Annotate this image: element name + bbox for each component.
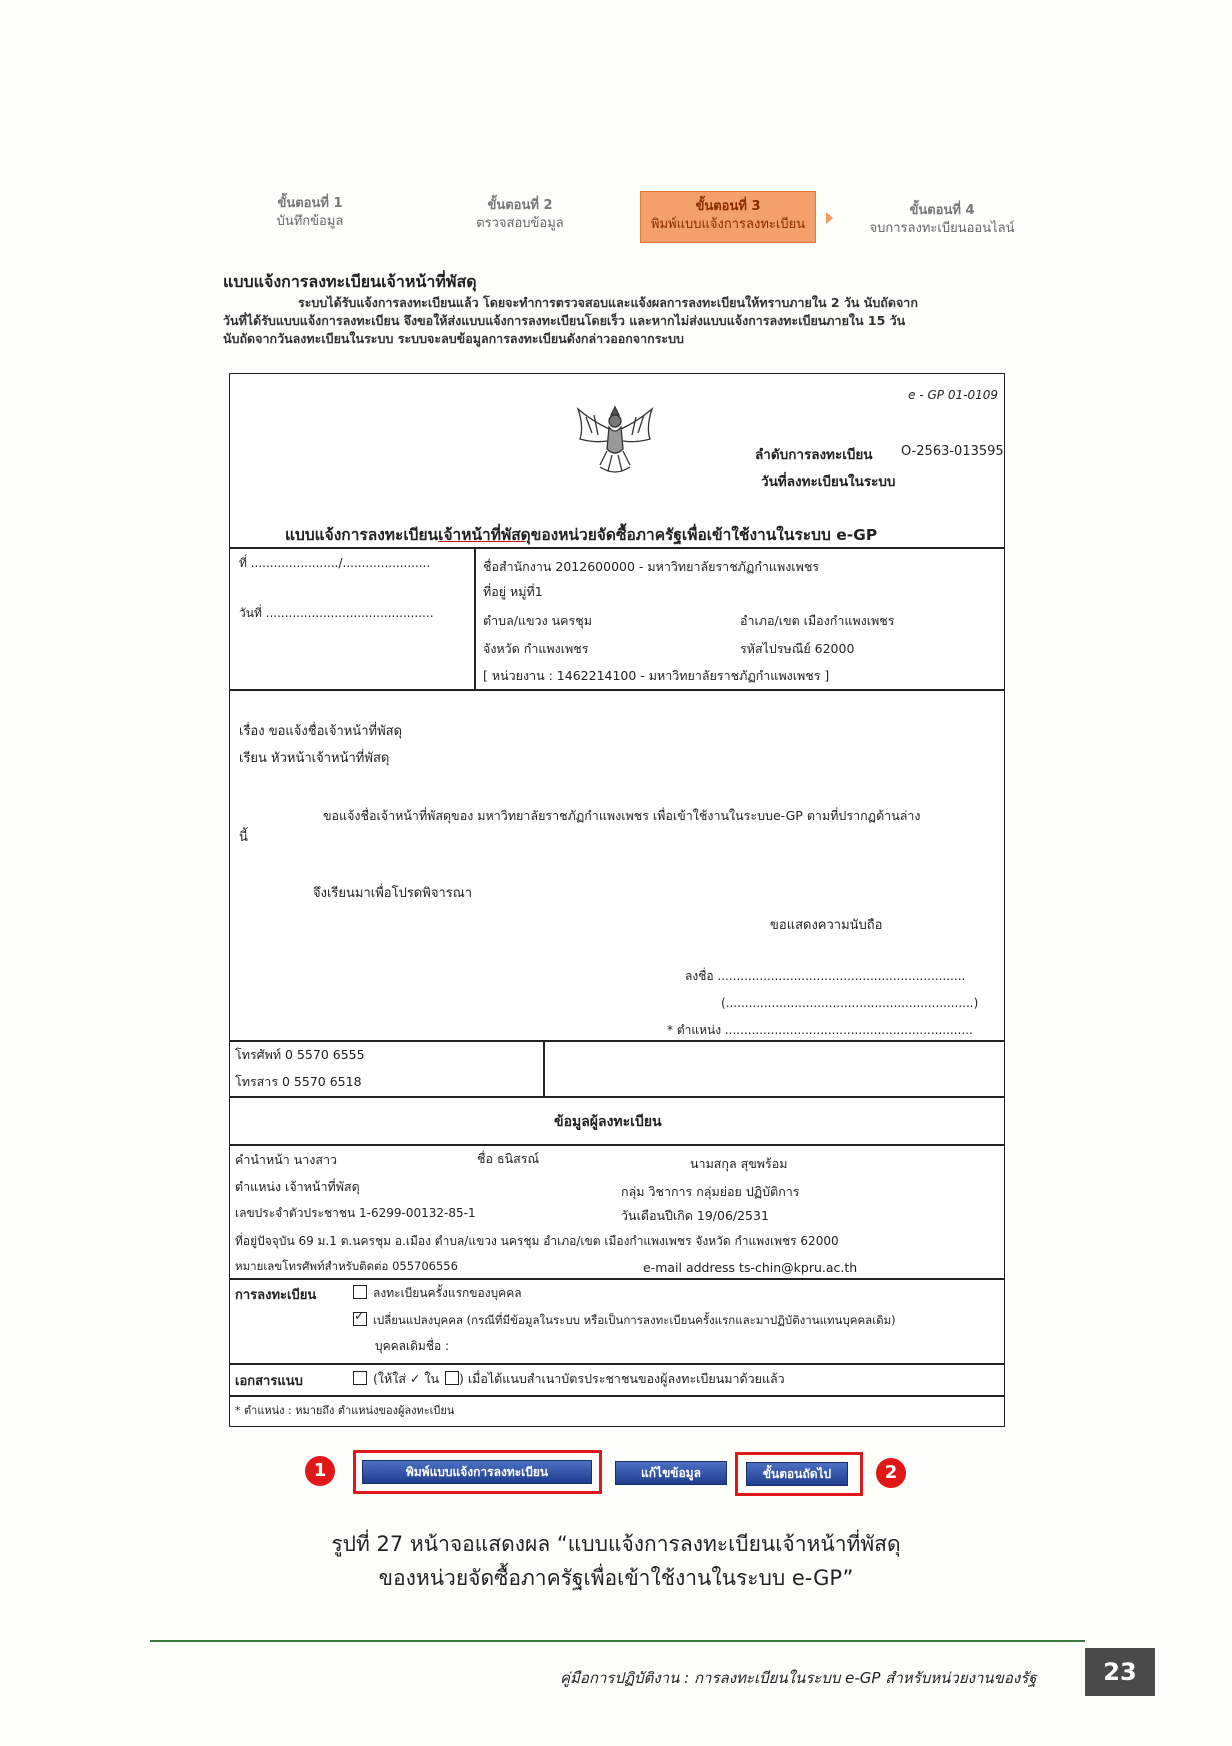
- registrant-email: e-mail address ts-chin@kpru.ac.th: [643, 1260, 858, 1275]
- first-registration-checkbox[interactable]: [353, 1285, 367, 1299]
- garuda-emblem-icon: [570, 399, 660, 479]
- option-1-label: ลงทะเบียนครั้งแรกของบุคคล: [373, 1286, 522, 1300]
- step-2: [455, 197, 585, 233]
- divider: [230, 1040, 1004, 1042]
- marker-1: 1: [305, 1456, 335, 1486]
- office-province: จังหวัด กำแพงเพชร: [483, 641, 589, 656]
- registrant-last-name: นามสกุล สุขพร้อม: [690, 1156, 788, 1171]
- registrant-prefix: คำนำหน้า นางสาว: [235, 1152, 338, 1167]
- step-arrow-icon: [826, 212, 833, 224]
- registrant-position: ตำแหน่ง เจ้าหน้าที่พัสดุ: [235, 1179, 360, 1194]
- figure-caption: [0, 1527, 1232, 1595]
- office-name: ชื่อสำนักงาน 2012600000 - มหาวิทยาลัยราชภัฏกำแพงเพชร: [483, 559, 820, 574]
- contact-fax: โทรสาร 0 5570 6518: [235, 1074, 362, 1089]
- letter-subject: เรื่อง ขอแจ้งชื่อเจ้าหน้าที่พัสดุ: [239, 724, 403, 739]
- registration-type-label: การลงทะเบียน: [235, 1288, 317, 1303]
- step-3-sub: พิมพ์แบบแจ้งการลงทะเบียน: [650, 217, 806, 232]
- registrant-first-name: ชื่อ ธนิสรณ์: [477, 1151, 540, 1166]
- attachment-label: เอกสารแนบ: [235, 1374, 303, 1389]
- form-title: [285, 522, 877, 547]
- divider: [543, 1040, 545, 1096]
- divider: [474, 547, 476, 689]
- form-title-pre: แบบแจ้งการลงทะเบียน: [285, 526, 439, 544]
- step-2-sub: ตรวจสอบข้อมูล: [476, 216, 564, 231]
- registration-form: [229, 373, 1005, 1427]
- step-1-title: ขั้นตอนที่ 1: [277, 196, 343, 211]
- registrant-address: ที่อยู่ปัจจุบัน 69 ม.1 ต.นครชุม อ.เมือง ตำบล/แขวง นครชุม อำเภอ/เขต เมืองกำแพงเพชร จังหวัด กำแพงเพชร 62000: [235, 1234, 839, 1248]
- intro-line-1: ระบบได้รับแจ้งการลงทะเบียนแล้ว โดยจะทำการตรวจสอบและแจ้งผลการลงทะเบียนให้ทราบภายใน 2 วัน นับถัดจาก: [298, 295, 918, 310]
- step-3-title: ขั้นตอนที่ 3: [695, 199, 761, 214]
- divider: [230, 1144, 1004, 1146]
- signature-line: ลงชื่อ .................................................................: [685, 969, 966, 983]
- office-subdistrict: ตำบล/แขวง นครชุม: [483, 613, 592, 628]
- office-address: ที่อยู่ หมู่ที่1: [483, 584, 543, 599]
- attachment-text-1: (ให้ใส่ ✓ ใน: [373, 1371, 440, 1386]
- caption-line-2: ของหน่วยจัดซื้อภาครัฐเพื่อเข้าใช้งานในระบบ e-GP”: [378, 1566, 854, 1590]
- registrant-id-number: เลขประจำตัวประชาชน 1-6299-00132-85-1: [235, 1206, 476, 1220]
- step-1: [255, 195, 365, 231]
- step-4-sub: จบการลงทะเบียนออนไลน์: [869, 221, 1015, 236]
- caption-line-1: รูปที่ 27 หน้าจอแสดงผล “แบบแจ้งการลงทะเบียนเจ้าหน้าที่พัสดุ: [331, 1532, 901, 1556]
- office-unit: [ หน่วยงาน : 1462214100 - มหาวิทยาลัยราชภัฏกำแพงเพชร ]: [483, 668, 830, 683]
- attachment-checkbox[interactable]: [353, 1371, 367, 1385]
- letter-closing: จึงเรียนมาเพื่อโปรดพิจารณา: [313, 886, 473, 901]
- option-2-label: เปลี่ยนแปลงบุคคล (กรณีที่มีข้อมูลในระบบ หรือเป็นการลงทะเบียนครั้งแรกและมาปฏิบัติงานแทนบุคคลเดิม): [373, 1313, 896, 1327]
- letter-regards: ขอแสดงความนับถือ: [770, 918, 883, 933]
- divider: [230, 1278, 1004, 1280]
- registrant-birthdate: วันเดือนปีเกิด 19/06/2531: [621, 1208, 769, 1223]
- attachment-text-2: ) เมื่อได้แนบสำเนาบัตรประชาชนของผู้ลงทะเบียนมาด้วยแล้ว: [459, 1371, 785, 1386]
- change-person-checkbox[interactable]: [353, 1312, 367, 1326]
- divider: [230, 1096, 1004, 1098]
- date-line: วันที่ ............................................: [239, 606, 434, 620]
- ref-number: ที่ ......................./.......................: [239, 556, 431, 570]
- divider: [230, 1395, 1004, 1397]
- page-heading: แบบแจ้งการลงทะเบียนเจ้าหน้าที่พัสดุ: [223, 272, 477, 291]
- print-form-button[interactable]: พิมพ์แบบแจ้งการลงทะเบียน: [362, 1460, 592, 1484]
- letter-body-2: นี้: [239, 830, 248, 845]
- registrant-section-title: ข้อมูลผู้ลงทะเบียน: [554, 1114, 662, 1130]
- contact-phone-office: โทรศัพท์ 0 5570 6555: [235, 1047, 365, 1062]
- marker-2: 2: [876, 1458, 906, 1488]
- reg-order-label: ลำดับการลงทะเบียน: [755, 447, 873, 463]
- page-number: 23: [1085, 1648, 1155, 1696]
- reg-order-value: O-2563-013595: [901, 444, 1004, 459]
- letter-to: เรียน หัวหน้าเจ้าหน้าที่พัสดุ: [239, 751, 390, 766]
- attachment-note: [353, 1369, 785, 1389]
- divider: [230, 1363, 1004, 1365]
- attachment-sample-box-icon: [445, 1371, 459, 1385]
- intro-text: [223, 294, 1013, 348]
- intro-line-2: วันที่ได้รับแบบแจ้งการลงทะเบียน จึงขอให้ส่งแบบแจ้งการลงทะเบียนโดยเร็ว และหากไม่ส่งแบบแจ้งการลงทะเบียนภายใน 15 วัน: [223, 313, 906, 328]
- form-code: e - GP 01-0109: [908, 388, 998, 402]
- footer-divider: [150, 1640, 1085, 1642]
- footnote: * ตำแหน่ง : หมายถึง ตำแหน่งของผู้ลงทะเบียน: [235, 1404, 455, 1417]
- registrant-contact-phone: หมายเลขโทรศัพท์สำหรับติดต่อ 055706556: [235, 1259, 458, 1273]
- option-change-person: [353, 1312, 896, 1330]
- letter-body-1: ขอแจ้งชื่อเจ้าหน้าที่พัสดุของ มหาวิทยาลัยราชภัฏกำแพงเพชร เพื่อเข้าใช้งานในระบบe-GP ตามที่ปรากฏด้านล่าง: [323, 808, 921, 823]
- next-step-button[interactable]: ขั้นตอนถัดไป: [746, 1462, 848, 1486]
- step-4-title: ขั้นตอนที่ 4: [909, 203, 975, 218]
- footer-text: คู่มือการปฏิบัติงาน : การลงทะเบียนในระบบ e-GP สำหรับหน่วยงานของรัฐ: [560, 1669, 1037, 1687]
- edit-data-button[interactable]: แก้ไขข้อมูล: [615, 1461, 727, 1485]
- signature-name-line: (.................................................................): [721, 996, 979, 1010]
- position-line: * ตำแหน่ง .................................................................: [667, 1023, 973, 1037]
- form-title-mid: เจ้าหน้าที่พัสดุ: [438, 526, 531, 544]
- step-1-sub: บันทึกข้อมูล: [276, 214, 344, 229]
- intro-line-3: นับถัดจากวันลงทะเบียนในระบบ ระบบจะลบข้อมูลการลงทะเบียนดังกล่าวออกจากระบบ: [223, 331, 684, 346]
- office-district: อำเภอ/เขต เมืองกำแพงเพชร: [740, 613, 895, 628]
- option-first-registration: [353, 1284, 522, 1303]
- form-title-post: ของหน่วยจัดซื้อภาครัฐเพื่อเข้าใช้งานในระบบ e-GP: [530, 526, 878, 544]
- former-person-label: บุคคลเดิมชื่อ :: [375, 1339, 450, 1353]
- divider: [230, 547, 1004, 549]
- office-postcode: รหัสไปรษณีย์ 62000: [740, 641, 855, 656]
- reg-date-label: วันที่ลงทะเบียนในระบบ: [761, 474, 896, 490]
- step-2-title: ขั้นตอนที่ 2: [487, 198, 553, 213]
- step-4: [852, 202, 1032, 238]
- divider: [230, 689, 1004, 691]
- step-3: [640, 191, 816, 243]
- registrant-group: กลุ่ม วิชาการ กลุ่มย่อย ปฏิบัติการ: [621, 1184, 800, 1199]
